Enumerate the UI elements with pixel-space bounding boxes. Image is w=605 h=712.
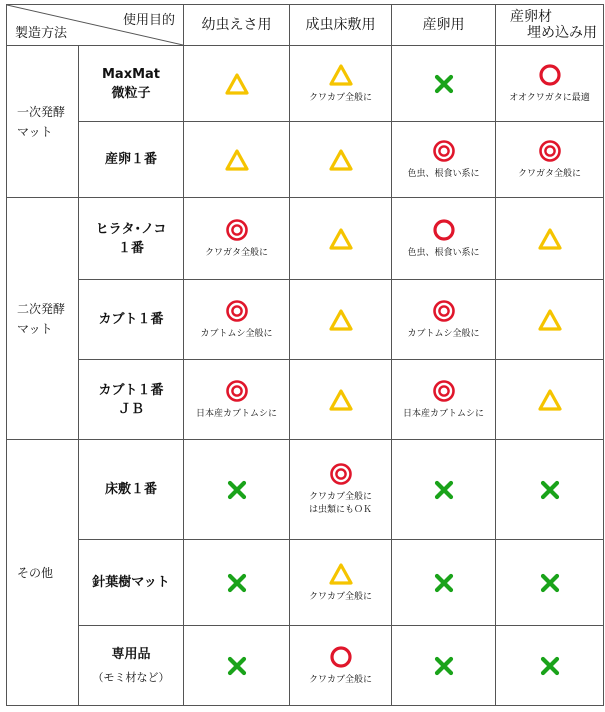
triangle-mark-icon xyxy=(329,388,353,412)
circle-mark-icon xyxy=(329,645,353,669)
triangle-mark-icon xyxy=(225,72,249,96)
table-row xyxy=(7,122,604,198)
product-name: 産卵１番 xyxy=(79,122,184,198)
header-method-label: 製造方法 xyxy=(15,26,68,41)
rating-cell xyxy=(184,540,290,626)
cell-note: カブトムシ全般に xyxy=(200,328,273,339)
cell-note: 日本産カブトムシに xyxy=(402,408,484,419)
table-row xyxy=(7,360,604,440)
double-circle-mark-icon xyxy=(225,218,249,242)
cell-note: 色虫、根食い系に xyxy=(407,168,480,179)
rating-cell xyxy=(496,122,604,198)
triangle-mark-icon xyxy=(538,388,562,412)
cell-note: 色虫、根食い系に xyxy=(407,247,480,258)
rating-cell xyxy=(392,360,496,440)
category-other: その他 xyxy=(7,440,79,706)
cross-mark-icon xyxy=(538,478,562,502)
double-circle-mark-icon xyxy=(329,462,353,486)
product-name: カブト１番 ＪＢ xyxy=(79,360,184,440)
rating-cell xyxy=(392,626,496,706)
mat-usage-table xyxy=(6,4,604,706)
category-secondary-fermented: 二次発酵 マット xyxy=(7,198,79,440)
header-corner xyxy=(7,5,184,46)
rating-cell xyxy=(184,360,290,440)
cell-note: クワガタ全般に xyxy=(517,168,581,179)
cross-mark-icon xyxy=(225,571,249,595)
double-circle-mark-icon xyxy=(432,139,456,163)
table-row xyxy=(7,46,604,122)
table-row xyxy=(7,280,604,360)
column-header-larva-food: 幼虫えさ用 xyxy=(184,5,290,46)
cell-note: クワカブ全般に xyxy=(308,591,372,602)
rating-cell xyxy=(290,46,392,122)
cell-note: クワカブ全般に xyxy=(308,674,372,685)
product-name: カブト１番 xyxy=(79,280,184,360)
cross-mark-icon xyxy=(538,654,562,678)
rating-cell xyxy=(496,626,604,706)
table-row xyxy=(7,540,604,626)
rating-cell xyxy=(184,198,290,280)
cross-mark-icon xyxy=(225,478,249,502)
cross-mark-icon xyxy=(432,478,456,502)
table-row xyxy=(7,198,604,280)
rating-cell xyxy=(392,122,496,198)
triangle-mark-icon xyxy=(225,148,249,172)
cell-note: カブトムシ全般に xyxy=(407,328,480,339)
cross-mark-icon xyxy=(432,654,456,678)
header-usage-label: 使用目的 xyxy=(122,13,175,28)
triangle-mark-icon xyxy=(538,227,562,251)
triangle-mark-icon xyxy=(538,308,562,332)
circle-mark-icon xyxy=(538,63,562,87)
cell-note: クワガタ全般に xyxy=(204,247,268,258)
rating-cell xyxy=(496,46,604,122)
cross-mark-icon xyxy=(432,72,456,96)
rating-cell xyxy=(184,46,290,122)
rating-cell xyxy=(392,540,496,626)
column-header-adult-bedding: 成虫床敷用 xyxy=(290,5,392,46)
double-circle-mark-icon xyxy=(432,299,456,323)
rating-cell xyxy=(290,540,392,626)
column-header-egg-wood: 産卵材 埋め込み用 xyxy=(496,5,604,46)
cell-note: オオクワガタに最適 xyxy=(509,92,590,103)
double-circle-mark-icon xyxy=(538,139,562,163)
rating-cell xyxy=(392,46,496,122)
cell-note: クワカブ全般に xyxy=(308,492,372,502)
rating-cell xyxy=(496,540,604,626)
rating-cell xyxy=(496,280,604,360)
rating-cell xyxy=(392,440,496,540)
rating-cell xyxy=(184,280,290,360)
column-header-egg-laying: 産卵用 xyxy=(392,5,496,46)
rating-cell xyxy=(290,198,392,280)
cross-mark-icon xyxy=(432,571,456,595)
table-row xyxy=(7,626,604,706)
rating-cell xyxy=(184,440,290,540)
rating-cell xyxy=(290,122,392,198)
product-name: 床敷１番 xyxy=(79,440,184,540)
product-name: 専用品 （モミ材など） xyxy=(79,626,184,706)
rating-cell xyxy=(392,280,496,360)
table-row xyxy=(7,440,604,540)
rating-cell xyxy=(290,440,392,540)
triangle-mark-icon xyxy=(329,562,353,586)
rating-cell xyxy=(496,440,604,540)
product-name: ヒラタ･ノコ １番 xyxy=(79,198,184,280)
triangle-mark-icon xyxy=(329,63,353,87)
cross-mark-icon xyxy=(225,654,249,678)
rating-cell xyxy=(496,198,604,280)
rating-cell xyxy=(496,360,604,440)
triangle-mark-icon xyxy=(329,148,353,172)
product-name: 針葉樹マット xyxy=(79,540,184,626)
cell-note: クワカブ全般に xyxy=(308,92,372,103)
triangle-mark-icon xyxy=(329,227,353,251)
category-primary-fermented: 一次発酵 マット xyxy=(7,46,79,198)
cell-note: は虫類にもＯＫ xyxy=(308,505,372,515)
double-circle-mark-icon xyxy=(432,379,456,403)
triangle-mark-icon xyxy=(329,308,353,332)
rating-cell xyxy=(392,198,496,280)
circle-mark-icon xyxy=(432,218,456,242)
double-circle-mark-icon xyxy=(225,299,249,323)
cross-mark-icon xyxy=(538,571,562,595)
cell-note: 日本産カブトムシに xyxy=(195,408,277,419)
rating-cell xyxy=(184,122,290,198)
rating-cell xyxy=(290,360,392,440)
double-circle-mark-icon xyxy=(225,379,249,403)
rating-cell xyxy=(290,626,392,706)
rating-cell xyxy=(184,626,290,706)
product-name: MaxMat 微粒子 xyxy=(79,46,184,122)
rating-cell xyxy=(290,280,392,360)
